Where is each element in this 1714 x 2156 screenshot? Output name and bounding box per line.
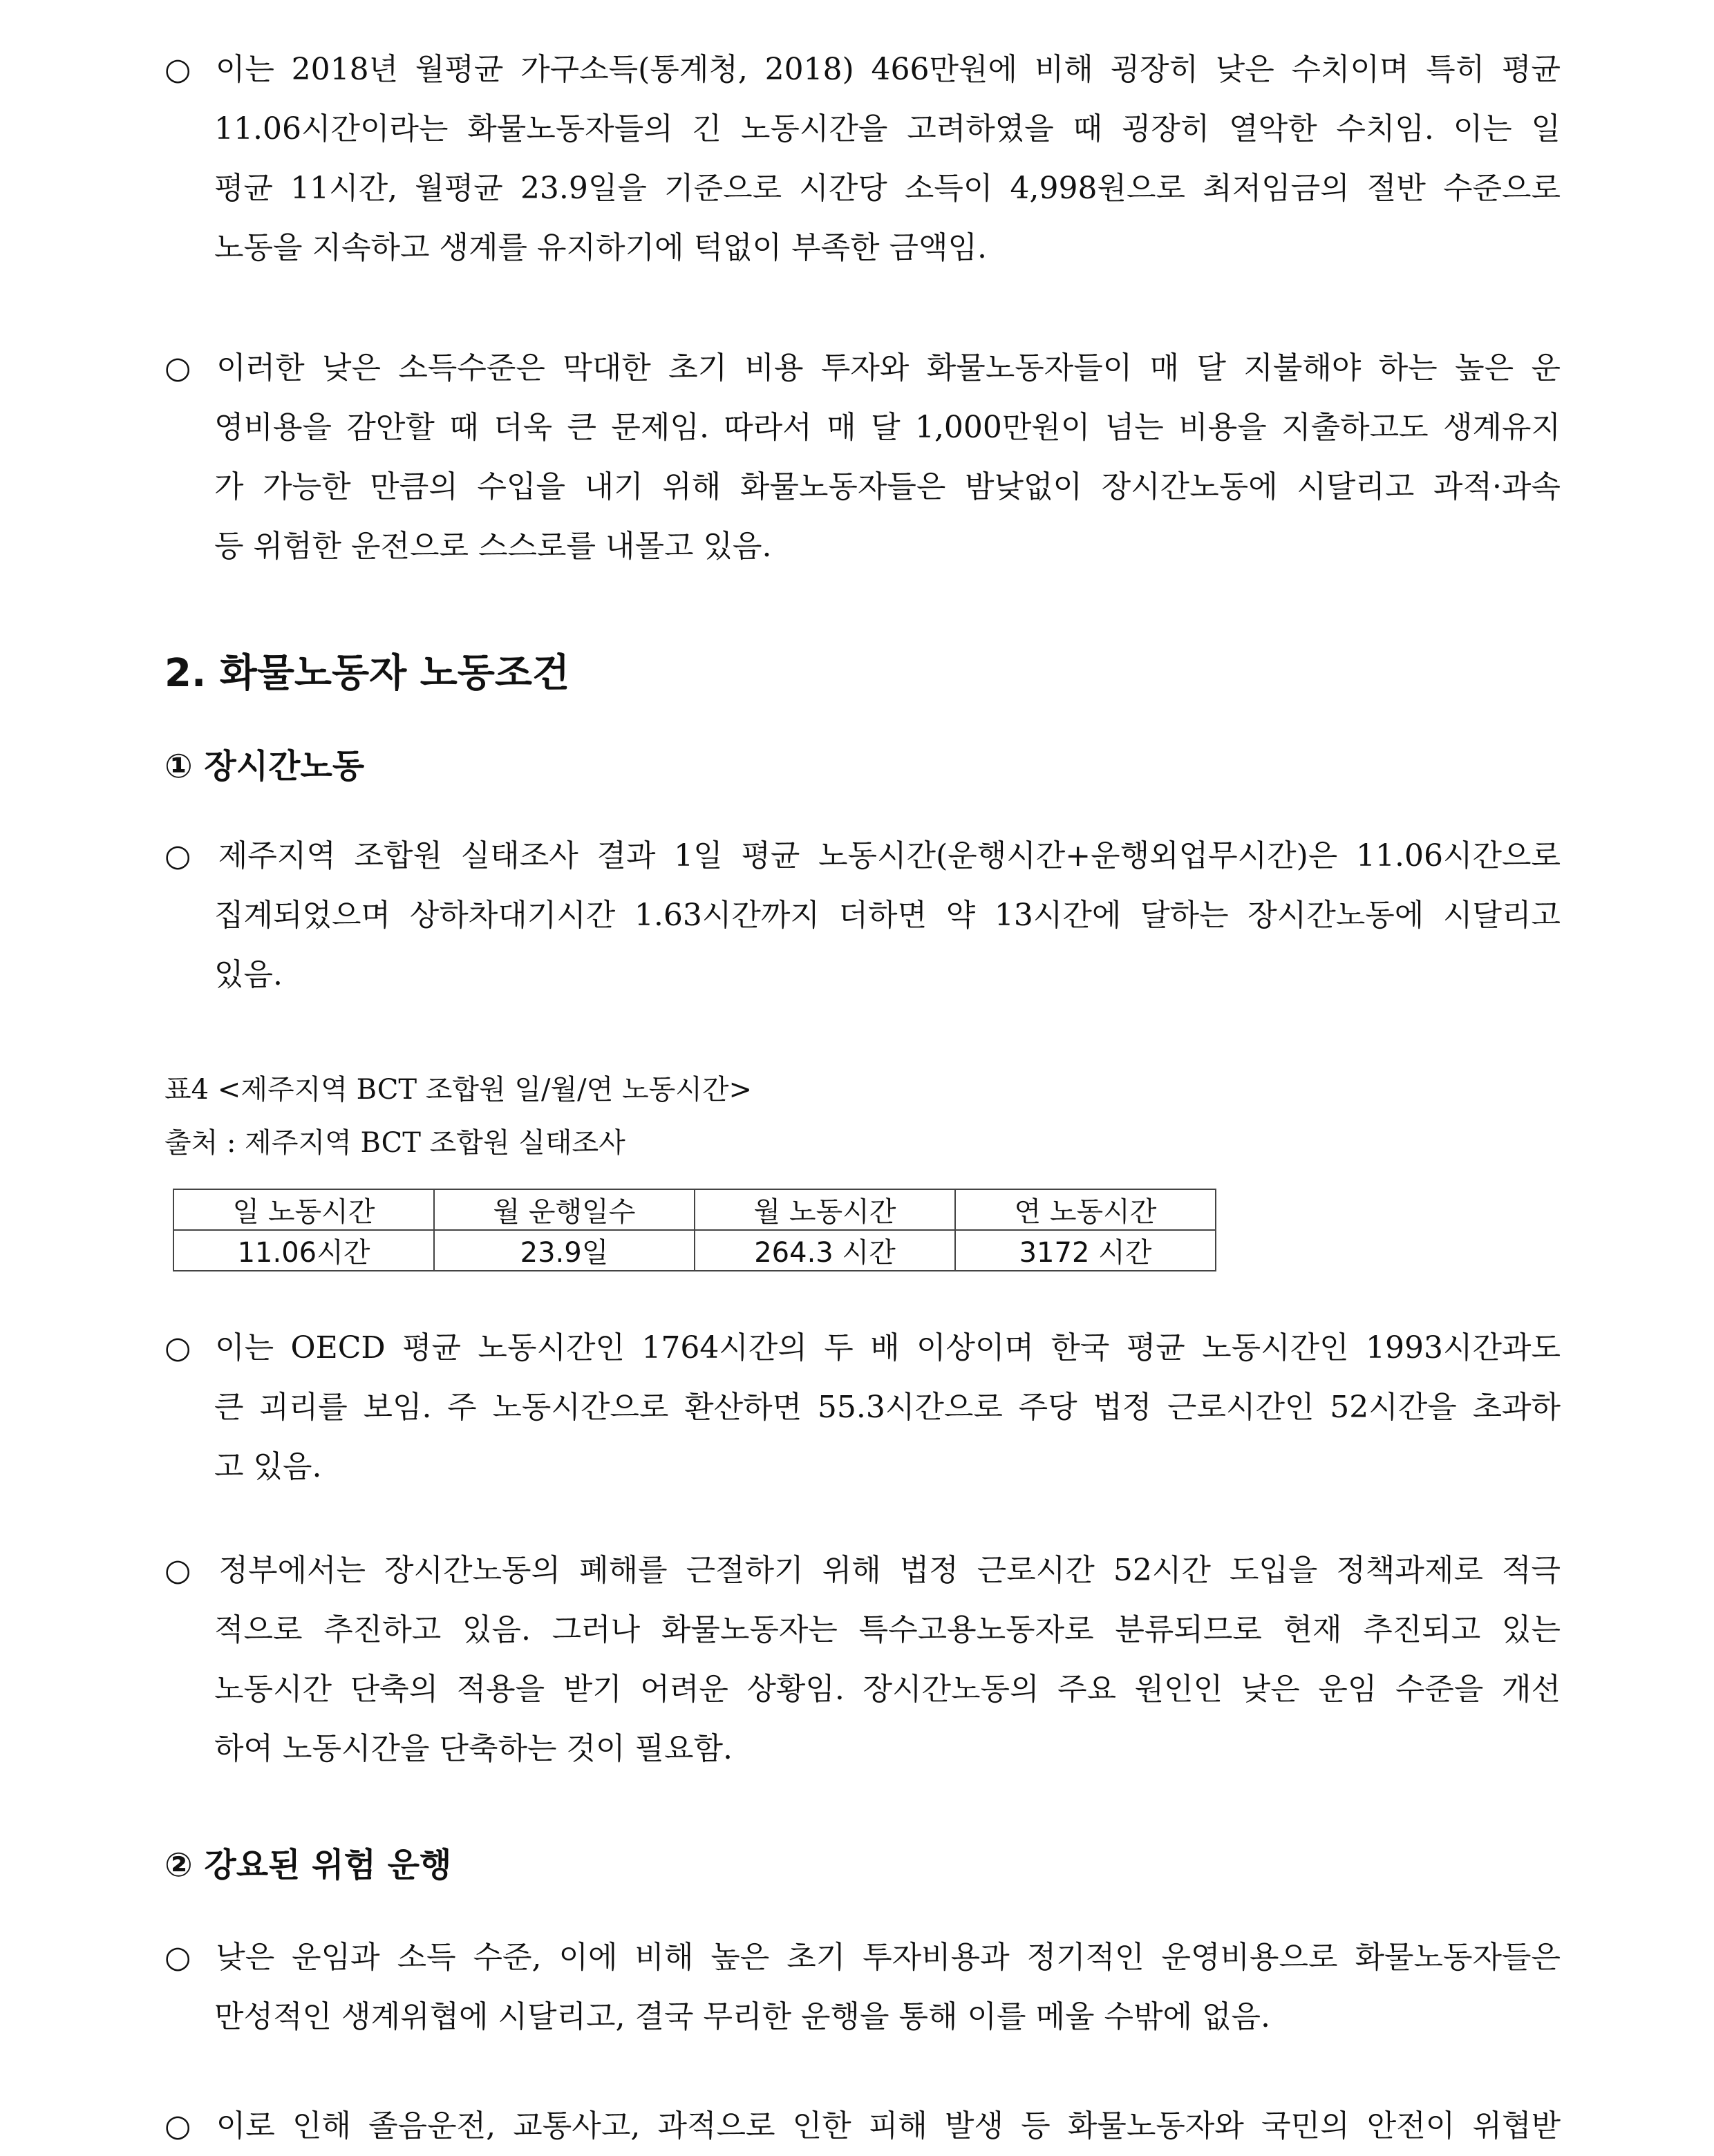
- paragraph-operating-cost: [164, 339, 1561, 576]
- working-hours-table: [173, 1189, 1216, 1271]
- table-source: 출처 : 제주지역 BCT 조합원 실태조사: [164, 1127, 625, 1159]
- table-header-cell: 일 노동시간: [173, 1189, 434, 1230]
- table-cell: 11.06시간: [173, 1230, 434, 1271]
- table-header-cell: 월 운행일수: [434, 1189, 695, 1230]
- text-line: 큰 괴리를 보임. 주 노동시간으로 환산하면 55.3시간으로 주당 법정 근로시간인 52시간을 초과하: [214, 1390, 1561, 1425]
- subsection-heading-forced-risk: ② 강요된 위험 운행: [164, 1846, 452, 1884]
- text-line: 만성적인 생계위협에 시달리고, 결국 무리한 운행을 통해 이를 메울 수밖에 없음.: [214, 1999, 1270, 2034]
- text-line: 노동시간 단축의 적용을 받기 어려운 상황임. 장시간노동의 주요 원인인 낮은 운임 수준을 개선: [214, 1672, 1561, 1707]
- text-line: ○ 이는 OECD 평균 노동시간인 1764시간의 두 배 이상이며 한국 평균 노동시간인 1993시간과도: [164, 1330, 1561, 1365]
- table-cell: 3172 시간: [955, 1230, 1216, 1271]
- text-line: 노동을 지속하고 생계를 유지하기에 턱없이 부족한 금액임.: [214, 230, 987, 265]
- paragraph-income-comparison: [164, 40, 1561, 278]
- paragraph-government-policy: [164, 1541, 1561, 1779]
- table-header-cell: 연 노동시간: [955, 1189, 1216, 1230]
- paragraph-low-freight-rate: [164, 1928, 1561, 2047]
- text-line: ○ 이로 인해 졸음운전, 교통사고, 과적으로 인한 피해 발생 등 화물노동자와 국민의 안전이 위협받: [164, 2108, 1561, 2144]
- text-line: ○ 제주지역 조합원 실태조사 결과 1일 평균 노동시간(운행시간+운행외업무시간)은 11.06시간으로: [164, 838, 1561, 873]
- subsection-heading-long-hours: ① 장시간노동: [164, 747, 365, 786]
- paragraph-safety-threat: [164, 2097, 1561, 2156]
- table-header-row: [173, 1189, 1216, 1230]
- text-line: 있음.: [214, 957, 283, 992]
- text-line: 적으로 추진하고 있음. 그러나 화물노동자는 특수고용노동자로 분류되므로 현재 추진되고 있는: [214, 1612, 1561, 1647]
- table-cell: 23.9일: [434, 1230, 695, 1271]
- table-header-cell: 월 노동시간: [695, 1189, 955, 1230]
- table-row: [173, 1230, 1216, 1271]
- text-line: 등 위험한 운전으로 스스로를 내몰고 있음.: [214, 529, 772, 564]
- text-line: 11.06시간이라는 화물노동자들의 긴 노동시간을 고려하였을 때 굉장히 열악한 수치임. 이는 일: [214, 111, 1561, 146]
- text-line: ○ 이는 2018년 월평균 가구소득(통계청, 2018) 466만원에 비해 굉장히 낮은 수치이며 특히 평균: [164, 52, 1561, 87]
- paragraph-oecd-comparison: [164, 1318, 1561, 1497]
- text-line: ○ 정부에서는 장시간노동의 폐해를 근절하기 위해 법정 근로시간 52시간 도입을 정책과제로 적극: [164, 1553, 1561, 1588]
- section-heading: 2. 화물노동자 노동조건: [164, 651, 570, 696]
- text-line: 평균 11시간, 월평균 23.9일을 기준으로 시간당 소득이 4,998원으로 최저임금의 절반 수준으로: [214, 171, 1561, 206]
- text-line: 고 있음.: [214, 1449, 322, 1484]
- text-line: 하여 노동시간을 단축하는 것이 필요함.: [214, 1731, 733, 1766]
- text-line: 집계되었으며 상하차대기시간 1.63시간까지 더하면 약 13시간에 달하는 장시간노동에 시달리고: [214, 898, 1561, 933]
- text-line: ○ 이러한 낮은 소득수준은 막대한 초기 비용 투자와 화물노동자들이 매 달 지불해야 하는 높은 운: [164, 350, 1561, 386]
- table-caption: 표4 <제주지역 BCT 조합원 일/월/연 노동시간>: [164, 1074, 753, 1106]
- text-line: 가 가능한 만큼의 수입을 내기 위해 화물노동자들은 밤낮없이 장시간노동에 시달리고 과적·과속: [214, 469, 1561, 504]
- text-line: 영비용을 감안할 때 더욱 큰 문제임. 따라서 매 달 1,000만원이 넘는 비용을 지출하고도 생계유지: [214, 410, 1561, 445]
- paragraph-survey-hours: [164, 826, 1561, 1005]
- table-cell: 264.3 시간: [695, 1230, 955, 1271]
- text-line: ○ 낮은 운임과 소득 수준, 이에 비해 높은 초기 투자비용과 정기적인 운영비용으로 화물노동자들은: [164, 1940, 1561, 1975]
